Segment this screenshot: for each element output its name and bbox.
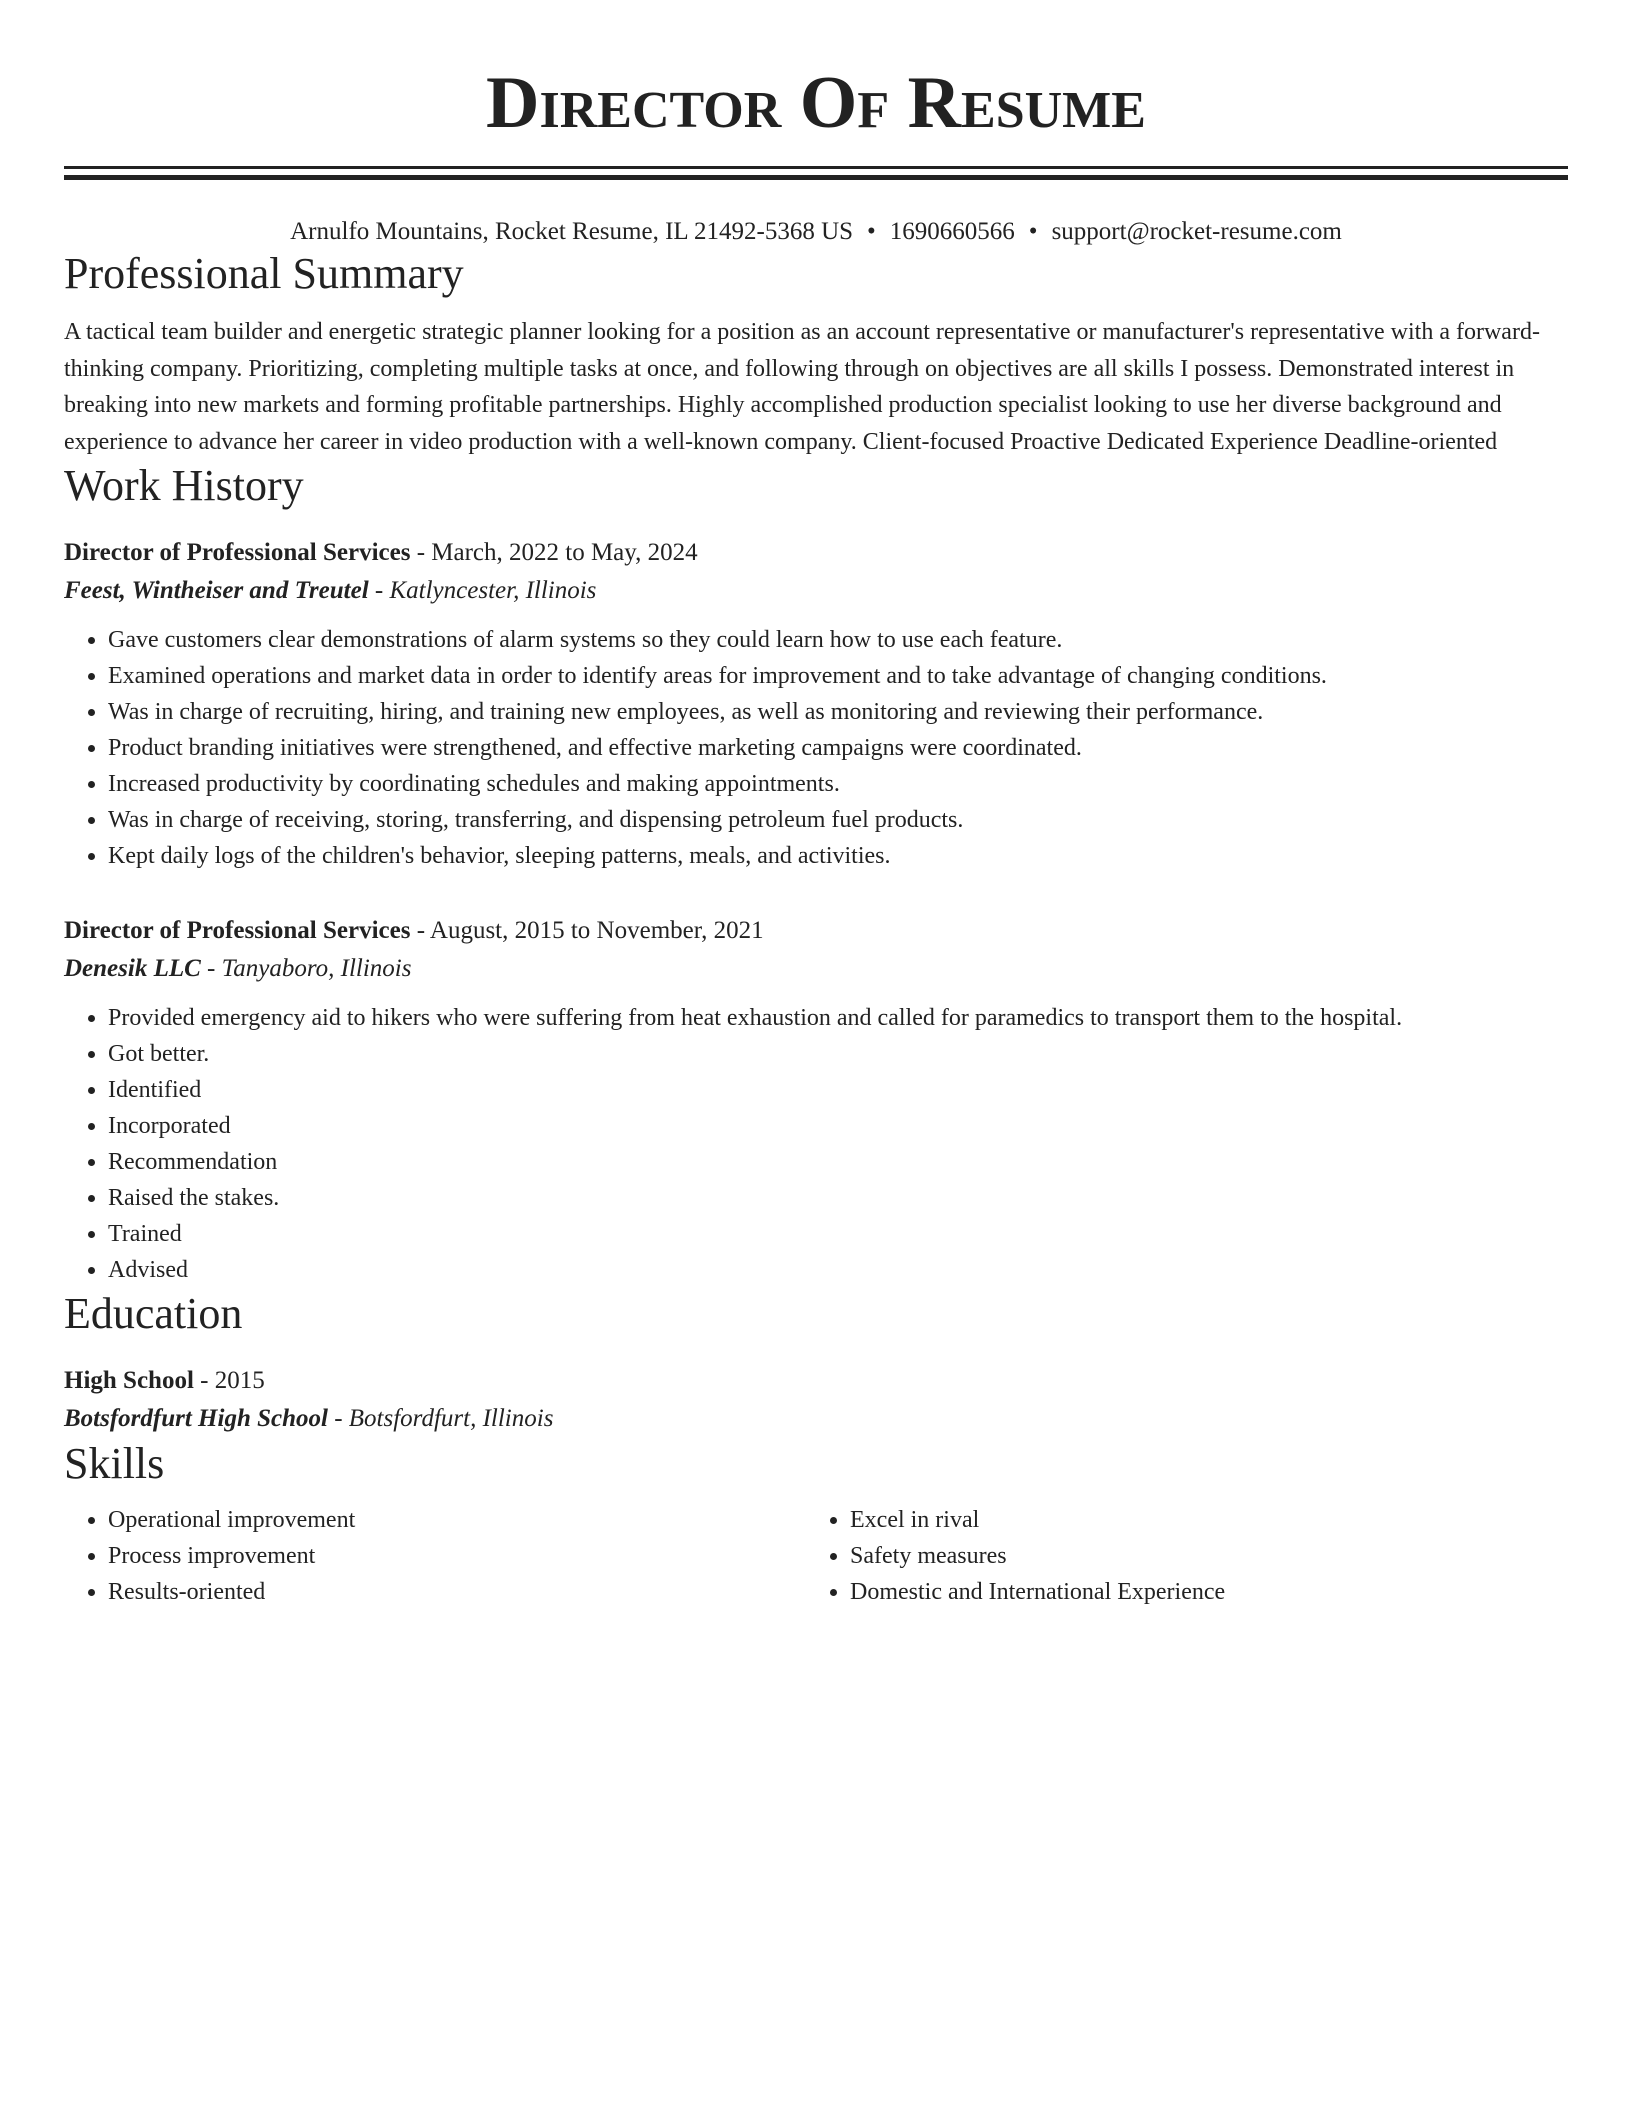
skill-item: • Excel in rival [850, 1502, 1548, 1538]
job-duties-list [64, 622, 1568, 874]
education-school-line [64, 1400, 1568, 1438]
education-year: - 2015 [193, 1367, 265, 1394]
job-duty: • Got better. [108, 1036, 1568, 1072]
job-title: Director of Professional Services [64, 917, 411, 944]
summary-text: A tactical team builder and energetic strategic planner looking for a position as an account representative or manufacturer's representative with a forward-thinking company. Prioritizing, completing multiple tasks at once, and following through on objectives are all skills I possess. Demonstrated interest in breaking into new markets and forming profitable partnerships. Highly accomplished production specialist looking to use her diverse background and experience to advance her career in video production with a well-known company. Client-focused Proactive Dedicated Experience Deadline-oriented [64, 319, 1540, 455]
job-duties-list [64, 1000, 1568, 1288]
job-dates: - August, 2015 to November, 2021 [410, 917, 764, 944]
job-duty: • Identified [108, 1072, 1568, 1108]
contact-separator: • [1028, 218, 1038, 245]
job-duty: • Gave customers clear demonstrations of alarm systems so they could learn how to use each feature. [108, 622, 1568, 658]
skill-item: • Safety measures [850, 1538, 1548, 1574]
work-history-heading: Work History [64, 461, 304, 510]
job-duty: • Increased productivity by coordinating schedules and making appointments. [108, 766, 1568, 802]
job-company: Denesik LLC [64, 955, 201, 982]
job-duty: • Trained [108, 1216, 1568, 1252]
job-entry [64, 912, 1568, 1288]
education-heading: Education [64, 1289, 243, 1338]
job-title-line [64, 534, 1568, 572]
skills-heading: Skills [64, 1439, 165, 1488]
summary-heading: Professional Summary [64, 249, 464, 298]
resume-title: Director Of Resume [486, 62, 1146, 144]
job-duty: • Examined operations and market data in order to identify areas for improvement and to take advantage of changing conditions. [108, 658, 1568, 694]
skills-list-left [64, 1502, 806, 1610]
skill-item: • Process improvement [108, 1538, 806, 1574]
contact-address: Arnulfo Mountains, Rocket Resume, IL 21492-5368 US [290, 218, 854, 245]
job-title-line [64, 912, 1568, 950]
job-duty: • Recommendation [108, 1144, 1568, 1180]
job-company-line [64, 572, 1568, 610]
title-divider-top [64, 166, 1568, 169]
job-duty: • Was in charge of recruiting, hiring, and training new employees, as well as monitoring and reviewing their performance. [108, 694, 1568, 730]
contact-email: support@rocket-resume.com [1051, 218, 1342, 245]
job-duty: • Raised the stakes. [108, 1180, 1568, 1216]
job-entry [64, 534, 1568, 874]
job-duty: • Product branding initiatives were strengthened, and effective marketing campaigns were coordinated. [108, 730, 1568, 766]
education-degree: High School [64, 1367, 194, 1394]
job-title: Director of Professional Services [64, 539, 411, 566]
job-duty: • Advised [108, 1252, 1568, 1288]
education-location: - Botsfordfurt, Illinois [327, 1405, 554, 1432]
job-duty: • Provided emergency aid to hikers who were suffering from heat exhaustion and called for paramedics to transport them to the hospital. [108, 1000, 1568, 1036]
skill-item: • Operational improvement [108, 1502, 806, 1538]
contact-separator: • [867, 218, 876, 245]
education-school: Botsfordfurt High School [64, 1405, 328, 1432]
contact-line [64, 216, 1568, 248]
job-dates: - March, 2022 to May, 2024 [410, 539, 698, 566]
skill-item: • Domestic and International Experience [850, 1574, 1548, 1610]
job-location: - Tanyaboro, Illinois [200, 955, 412, 982]
job-duty: • Kept daily logs of the children's behavior, sleeping patterns, meals, and activities. [108, 838, 1568, 874]
contact-phone: 1690660566 [889, 218, 1015, 245]
job-location: - Katlyncester, Illinois [368, 577, 597, 604]
job-company-line [64, 950, 1568, 988]
title-divider-bottom [64, 175, 1568, 180]
education-entry [64, 1362, 1568, 1438]
skills-grid [64, 1502, 1568, 1610]
job-duty: • Incorporated [108, 1108, 1568, 1144]
education-degree-line [64, 1362, 1568, 1400]
skills-list-right [806, 1502, 1548, 1610]
job-duty: • Was in charge of receiving, storing, transferring, and dispensing petroleum fuel products. [108, 802, 1568, 838]
skill-item: • Results-oriented [108, 1574, 806, 1610]
job-company: Feest, Wintheiser and Treutel [64, 577, 369, 604]
